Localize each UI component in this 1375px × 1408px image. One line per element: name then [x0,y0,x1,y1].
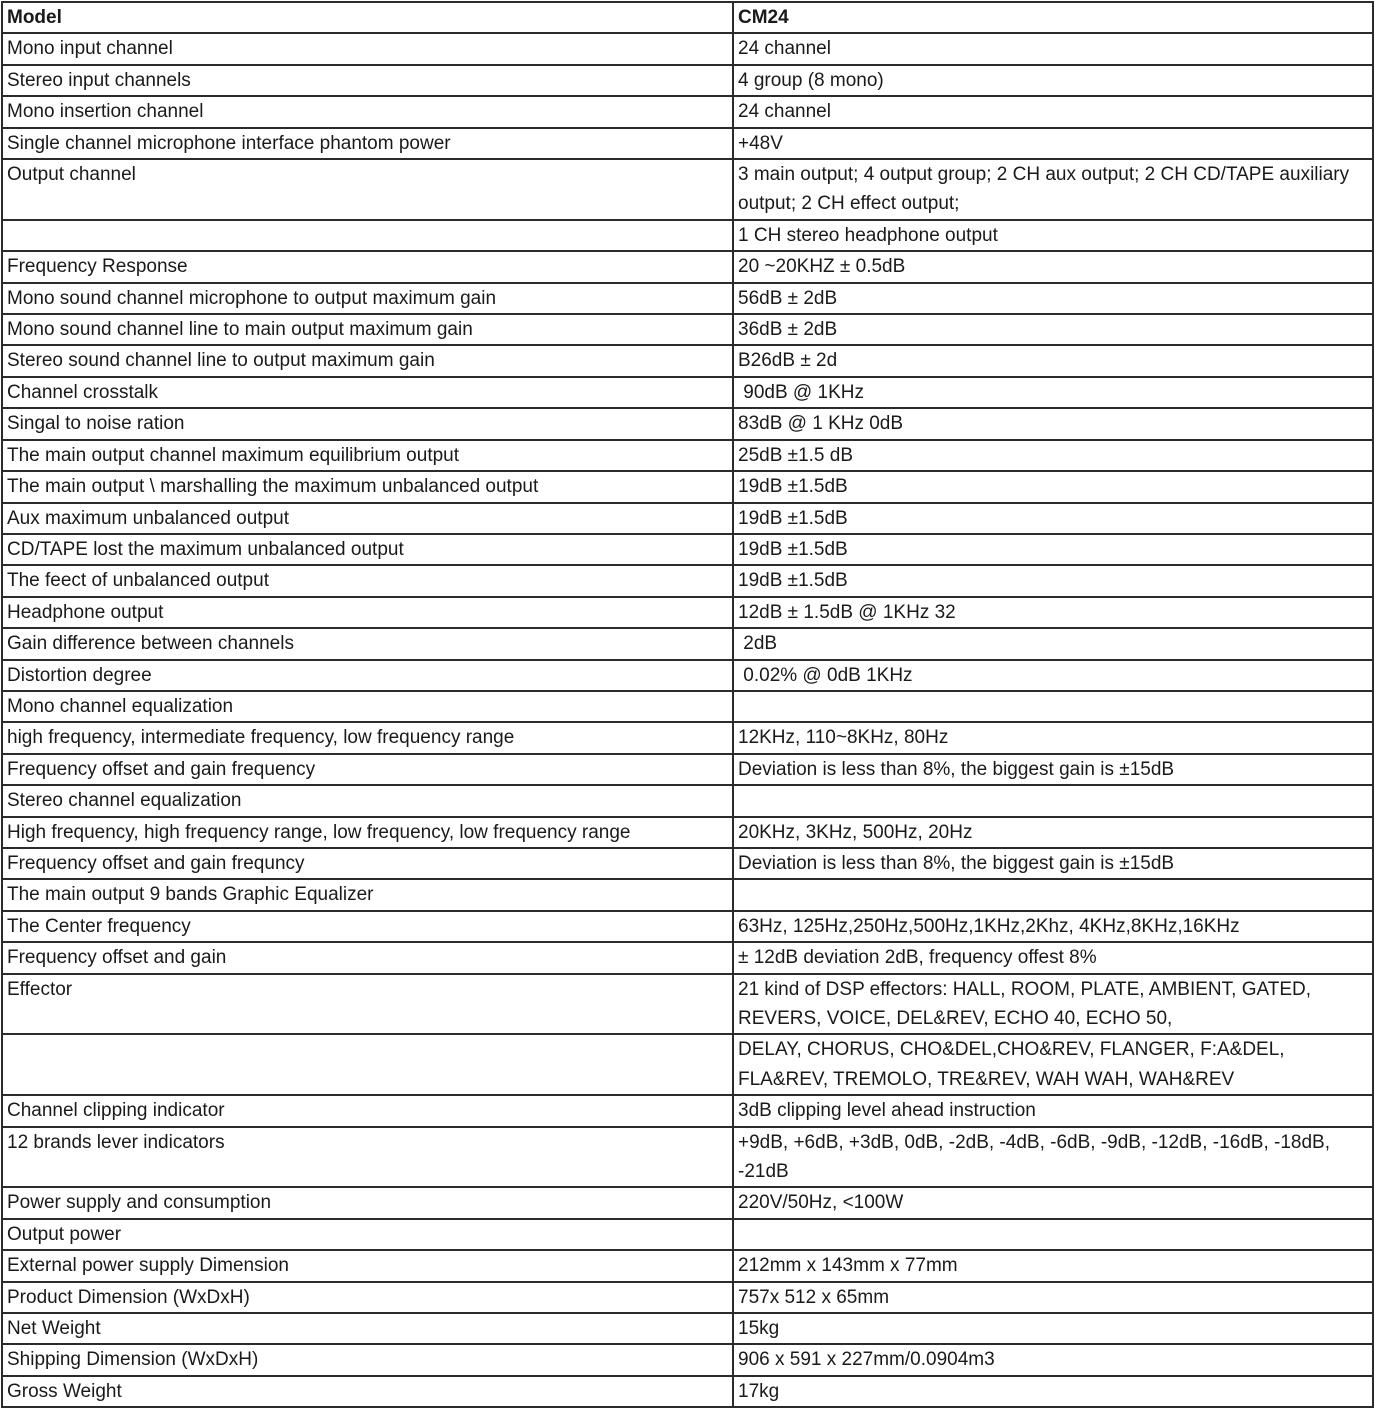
spec-value-cell: B26dB ± 2d [733,345,1373,376]
table-row [2,33,1373,64]
spec-value-cell: DELAY, CHORUS, CHO&DEL,CHO&REV, FLANGER, F:A&DEL, FLA&REV, TREMOLO, TRE&REV, WAH WAH, WAH&REV [733,1034,1373,1095]
spec-label-cell: Frequency offset and gain frequncy [2,848,733,879]
spec-value-cell [733,691,1373,722]
table-row [2,128,1373,159]
spec-value-cell: 56dB ± 2dB [733,283,1373,314]
spec-value-cell: 19dB ±1.5dB [733,534,1373,565]
spec-label-cell: Gain difference between channels [2,628,733,659]
table-row [2,1034,1373,1095]
spec-value-cell: 36dB ± 2dB [733,314,1373,345]
spec-label-cell: Frequency offset and gain frequency [2,754,733,785]
table-row [2,314,1373,345]
spec-value-cell: 19dB ±1.5dB [733,503,1373,534]
spec-value-cell: 220V/50Hz, <100W [733,1187,1373,1218]
spec-label-cell: Product Dimension (WxDxH) [2,1282,733,1313]
table-row [2,785,1373,816]
spec-label-cell: Stereo channel equalization [2,785,733,816]
table-row [2,911,1373,942]
spec-value-cell: 3dB clipping level ahead instruction [733,1095,1373,1126]
spec-value-cell: 15kg [733,1313,1373,1344]
spec-label-cell: Mono input channel [2,33,733,64]
table-row [2,408,1373,439]
spec-value-cell: 90dB @ 1KHz [733,377,1373,408]
spec-value-cell: 19dB ±1.5dB [733,471,1373,502]
spec-label-cell: Output channel [2,159,733,220]
spec-label-cell: Stereo sound channel line to output maximum gain [2,345,733,376]
spec-label-cell: Gross Weight [2,1376,733,1407]
spec-label-cell [2,1034,733,1095]
spec-label-cell: 12 brands lever indicators [2,1127,733,1188]
spec-label-cell: Distortion degree [2,660,733,691]
table-row [2,1282,1373,1313]
spec-label-cell: Stereo input channels [2,65,733,96]
table-row [2,848,1373,879]
spec-label-cell: The Center frequency [2,911,733,942]
spec-value-cell: 906 x 591 x 227mm/0.0904m3 [733,1344,1373,1375]
spec-value-cell: Deviation is less than 8%, the biggest gain is ±15dB [733,754,1373,785]
spec-label-cell: Channel crosstalk [2,377,733,408]
header-value-cell: CM24 [733,2,1373,33]
spec-value-cell: +9dB, +6dB, +3dB, 0dB, -2dB, -4dB, -6dB, -9dB, -12dB, -16dB, -18dB, -21dB [733,1127,1373,1188]
spec-value-cell: 0.02% @ 0dB 1KHz [733,660,1373,691]
spec-value-cell: 83dB @ 1 KHz 0dB [733,408,1373,439]
table-row [2,251,1373,282]
table-row [2,1344,1373,1375]
header-label-cell: Model [2,2,733,33]
spec-label-cell: The main output \ marshalling the maximum unbalanced output [2,471,733,502]
spec-label-cell: high frequency, intermediate frequency, low frequency range [2,722,733,753]
table-row [2,1187,1373,1218]
spec-label-cell: Frequency offset and gain [2,942,733,973]
spec-label-cell: Channel clipping indicator [2,1095,733,1126]
spec-label-cell: CD/TAPE lost the maximum unbalanced output [2,534,733,565]
table-row [2,565,1373,596]
spec-label-cell: The main output 9 bands Graphic Equalizer [2,879,733,910]
spec-value-cell: 212mm x 143mm x 77mm [733,1250,1373,1281]
table-row [2,974,1373,1035]
table-row [2,1127,1373,1188]
table-row [2,817,1373,848]
spec-value-cell: 63Hz, 125Hz,250Hz,500Hz,1KHz,2Khz, 4KHz,8KHz,16KHz [733,911,1373,942]
spec-value-cell: ± 12dB deviation 2dB, frequency offest 8% [733,942,1373,973]
spec-value-cell: +48V [733,128,1373,159]
spec-label-cell: Mono channel equalization [2,691,733,722]
spec-label-cell: The feect of unbalanced output [2,565,733,596]
table-row [2,1219,1373,1250]
table-row [2,942,1373,973]
spec-value-cell: 17kg [733,1376,1373,1407]
table-row [2,754,1373,785]
table-row [2,471,1373,502]
spec-value-cell [733,1219,1373,1250]
table-row [2,65,1373,96]
spec-value-cell: 12KHz, 110~8KHz, 80Hz [733,722,1373,753]
table-row [2,345,1373,376]
table-row [2,534,1373,565]
spec-value-cell: 20KHz, 3KHz, 500Hz, 20Hz [733,817,1373,848]
spec-value-cell: 757x 512 x 65mm [733,1282,1373,1313]
spec-value-cell: 24 channel [733,33,1373,64]
spec-value-cell: 12dB ± 1.5dB @ 1KHz 32 [733,597,1373,628]
spec-label-cell: High frequency, high frequency range, low frequency, low frequency range [2,817,733,848]
table-row [2,503,1373,534]
table-row [2,660,1373,691]
spec-value-cell: 2dB [733,628,1373,659]
table-row [2,220,1373,251]
spec-label-cell [2,220,733,251]
spec-label-cell: Headphone output [2,597,733,628]
spec-label-cell: Mono insertion channel [2,96,733,127]
table-row [2,159,1373,220]
table-row [2,879,1373,910]
table-row [2,96,1373,127]
spec-value-cell: 4 group (8 mono) [733,65,1373,96]
spec-value-cell: Deviation is less than 8%, the biggest gain is ±15dB [733,848,1373,879]
spec-value-cell: 25dB ±1.5 dB [733,440,1373,471]
table-row [2,1313,1373,1344]
table-row [2,628,1373,659]
spec-value-cell: 20 ~20KHZ ± 0.5dB [733,251,1373,282]
spec-label-cell: Frequency Response [2,251,733,282]
spec-value-cell [733,879,1373,910]
table-row [2,597,1373,628]
spec-label-cell: Shipping Dimension (WxDxH) [2,1344,733,1375]
table-row [2,283,1373,314]
spec-value-cell: 19dB ±1.5dB [733,565,1373,596]
table-row [2,691,1373,722]
spec-label-cell: The main output channel maximum equilibrium output [2,440,733,471]
spec-table-body [2,33,1373,1407]
spec-label-cell: Singal to noise ration [2,408,733,439]
table-row [2,440,1373,471]
spec-label-cell: Power supply and consumption [2,1187,733,1218]
spec-label-cell: Net Weight [2,1313,733,1344]
table-row [2,722,1373,753]
table-row [2,1250,1373,1281]
spec-label-cell: External power supply Dimension [2,1250,733,1281]
spec-value-cell: 3 main output; 4 output group; 2 CH aux output; 2 CH CD/TAPE auxiliary output; 2 CH effect output; [733,159,1373,220]
table-row [2,1376,1373,1407]
spec-label-cell: Effector [2,974,733,1035]
table-row [2,1095,1373,1126]
spec-label-cell: Output power [2,1219,733,1250]
spec-label-cell: Mono sound channel microphone to output maximum gain [2,283,733,314]
spec-table [1,1,1374,1408]
spec-value-cell: 24 channel [733,96,1373,127]
spec-value-cell: 21 kind of DSP effectors: HALL, ROOM, PLATE, AMBIENT, GATED, REVERS, VOICE, DEL&REV, ECHO 40, ECHO 50, [733,974,1373,1035]
table-header-row [2,2,1373,33]
spec-label-cell: Mono sound channel line to main output maximum gain [2,314,733,345]
table-row [2,377,1373,408]
spec-value-cell: 1 CH stereo headphone output [733,220,1373,251]
spec-label-cell: Single channel microphone interface phantom power [2,128,733,159]
spec-label-cell: Aux maximum unbalanced output [2,503,733,534]
spec-value-cell [733,785,1373,816]
